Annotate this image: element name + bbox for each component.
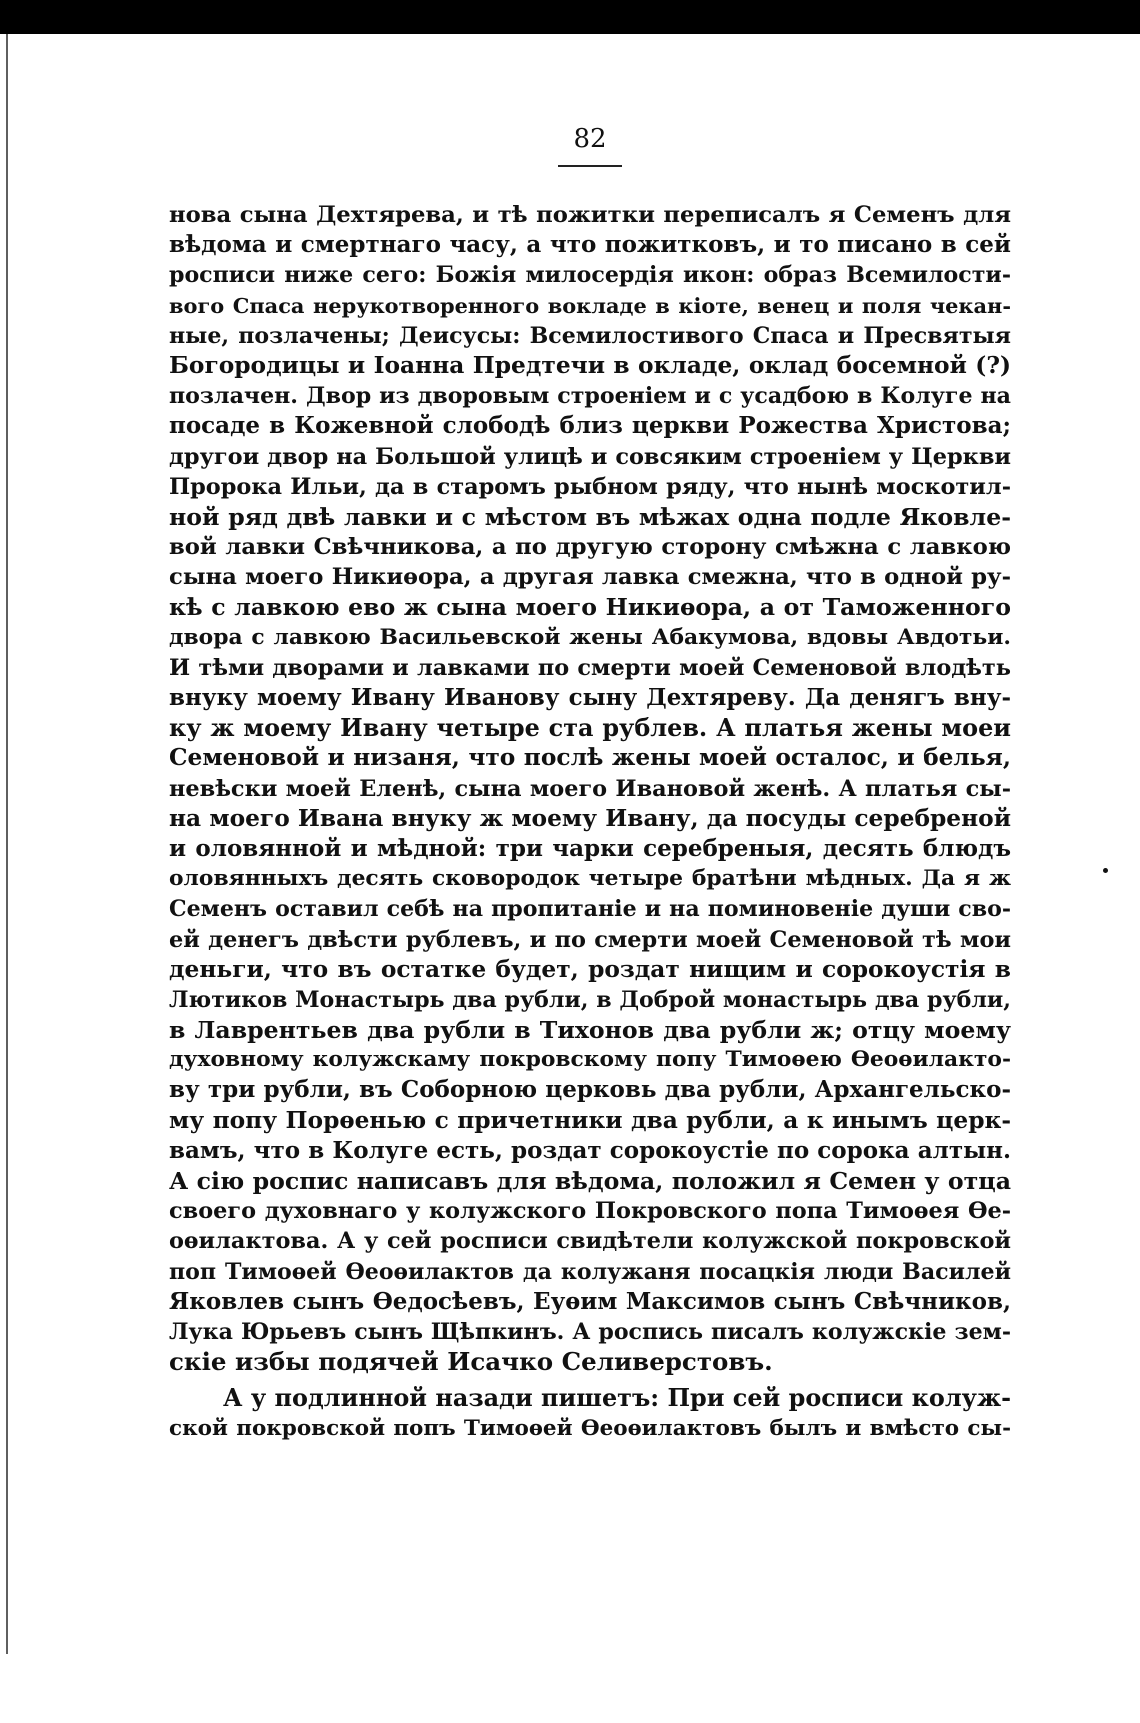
body-text [169, 200, 1011, 1444]
text-line: ку ж моему Ивану четыре ста рублев. А платья жены моеи [169, 714, 1011, 743]
page-number-rule [558, 165, 622, 167]
text-line: И тѣми дворами и лавками по смерти моей Семеновой влодѣть [169, 654, 1011, 681]
text-line: Богородицы и Іоанна Предтечи в окладе, оклад босемной (?) [169, 351, 1011, 379]
text-line: ные, позлачены; Деисусы: Всемилостивого Спаса и Пресвятыя [169, 322, 1011, 349]
text-line: росписи ниже сего: Божія милосердія икон: образ Всемилости- [169, 262, 1011, 289]
text-line: вого Спаса нерукотворенного вокладе в кіоте, венец и поля чекан- [169, 292, 1011, 318]
text-line: Пророка Ильи, да в старомъ рыбном ряду, что нынѣ москотил- [169, 473, 1011, 500]
text-line: вамъ, что в Колуге есть, роздат сорокоустіе по сорока алтын. [169, 1136, 1011, 1164]
text-line: позлачен. Двор из дворовым строеніем и с усадбою в Колуге на [169, 383, 1011, 410]
text-line: поп Тимоѳей Ѳеоѳилактов да колужаня посацкія люди Василей [169, 1258, 1011, 1285]
text-line: другои двор на Большой улицѣ и совсяким строеніем у Церкви [169, 443, 1011, 470]
paragraph-2 [169, 1383, 1011, 1443]
paragraph-1 [169, 200, 1011, 1377]
text-line: оѳилактова. А у сей росписи свидѣтели колужской покровской [169, 1228, 1011, 1255]
text-line: кѣ с лавкою ево ж сына моего Никиѳора, а от Таможенного [169, 593, 1011, 622]
text-line: посаде в Кожевной слободѣ близ церкви Рожества Христова; [169, 412, 1011, 440]
text-line: му попу Порѳенью с причетники два рубли, а к инымъ церк- [169, 1106, 1011, 1134]
text-line: ву три рубли, въ Соборною церковь два рубли, Архангельско- [169, 1076, 1011, 1104]
scan-left-edge [6, 34, 8, 1654]
text-line: Яковлев сынъ Ѳедосѣевъ, Еуѳим Максимов сынъ Свѣчников, [169, 1287, 1011, 1315]
text-line: ской покровской попъ Тимоѳей Ѳеоѳилактовъ былъ и вмѣсто сы- [169, 1415, 1011, 1441]
text-line: Лютиков Монастырь два рубли, в Доброй монастырь два рубли, [169, 986, 1011, 1013]
text-line: вѣдома и смертнаго часу, а что пожитковъ, и то писано в сей [169, 231, 1011, 259]
text-line: нова сына Дехтярева, и тѣ пожитки переписалъ я Семенъ для [169, 202, 1011, 228]
scan-speck [1103, 868, 1108, 873]
text-line: на моего Ивана внуку ж моему Ивану, да посуды серебреной [169, 804, 1011, 832]
text-line: сына моего Никиѳора, а другая лавка смежна, что в одной ру- [169, 564, 1011, 591]
text-line: и оловянной и мѣдной: три чарки серебреныя, десять блюдъ [169, 834, 1011, 862]
text-line: А у подлинной назади пишетъ: При сей росписи колуж- [223, 1384, 1011, 1413]
text-line: внуку моему Ивану Иванову сыну Дехтяреву. Да денягъ вну- [169, 684, 1011, 711]
text-line: Семенъ оставил себѣ на пропитаніе и на поминовеніе души сво- [169, 896, 1011, 923]
text-line: скіе избы подячей Исачко Селиверстовъ. [169, 1347, 773, 1377]
text-line: ей денегъ двѣсти рублевъ, и по смерти моей Семеновой тѣ мои [169, 926, 1011, 953]
text-line: вой лавки Свѣчникова, а по другую сторону смѣжна с лавкою [169, 534, 1011, 561]
text-line: Семеновой и низаня, что послѣ жены моей осталос, и белья, [169, 744, 1011, 772]
page-number: 82 [573, 124, 607, 154]
scan-top-border [0, 0, 1140, 34]
text-line: своего духовнаго у колужского Покровского попа Тимоѳея Ѳе- [169, 1198, 1011, 1225]
text-line: ной ряд двѣ лавки и с мѣстом въ мѣжах одна подле Яковле- [169, 502, 1011, 531]
text-line: деньги, что въ остатке будет, роздат нищим и сорокоустія в [169, 955, 1011, 983]
text-line: Лука Юрьевъ сынъ Щѣпкинъ. А роспись писалъ колужскіе зем- [169, 1318, 1011, 1345]
text-line: духовному колужскаму покровскому попу Тимоѳею Ѳеоѳилакто- [169, 1047, 1011, 1073]
text-line: А сію роспис написавъ для вѣдома, положил я Семен у отца [169, 1167, 1011, 1195]
text-line: двора с лавкою Васильевской жены Абакумова, вдовы Авдотьи. [169, 624, 1011, 650]
text-line: в Лаврентьев два рубли в Тихонов два рубли ж; отцу моему [169, 1016, 1011, 1045]
text-line: невѣски моей Еленѣ, сына моего Ивановой женѣ. А платья сы- [169, 775, 1011, 802]
text-line: оловянныхъ десять сковородок четыре братѣни мѣдных. Да я ж [169, 866, 1011, 892]
